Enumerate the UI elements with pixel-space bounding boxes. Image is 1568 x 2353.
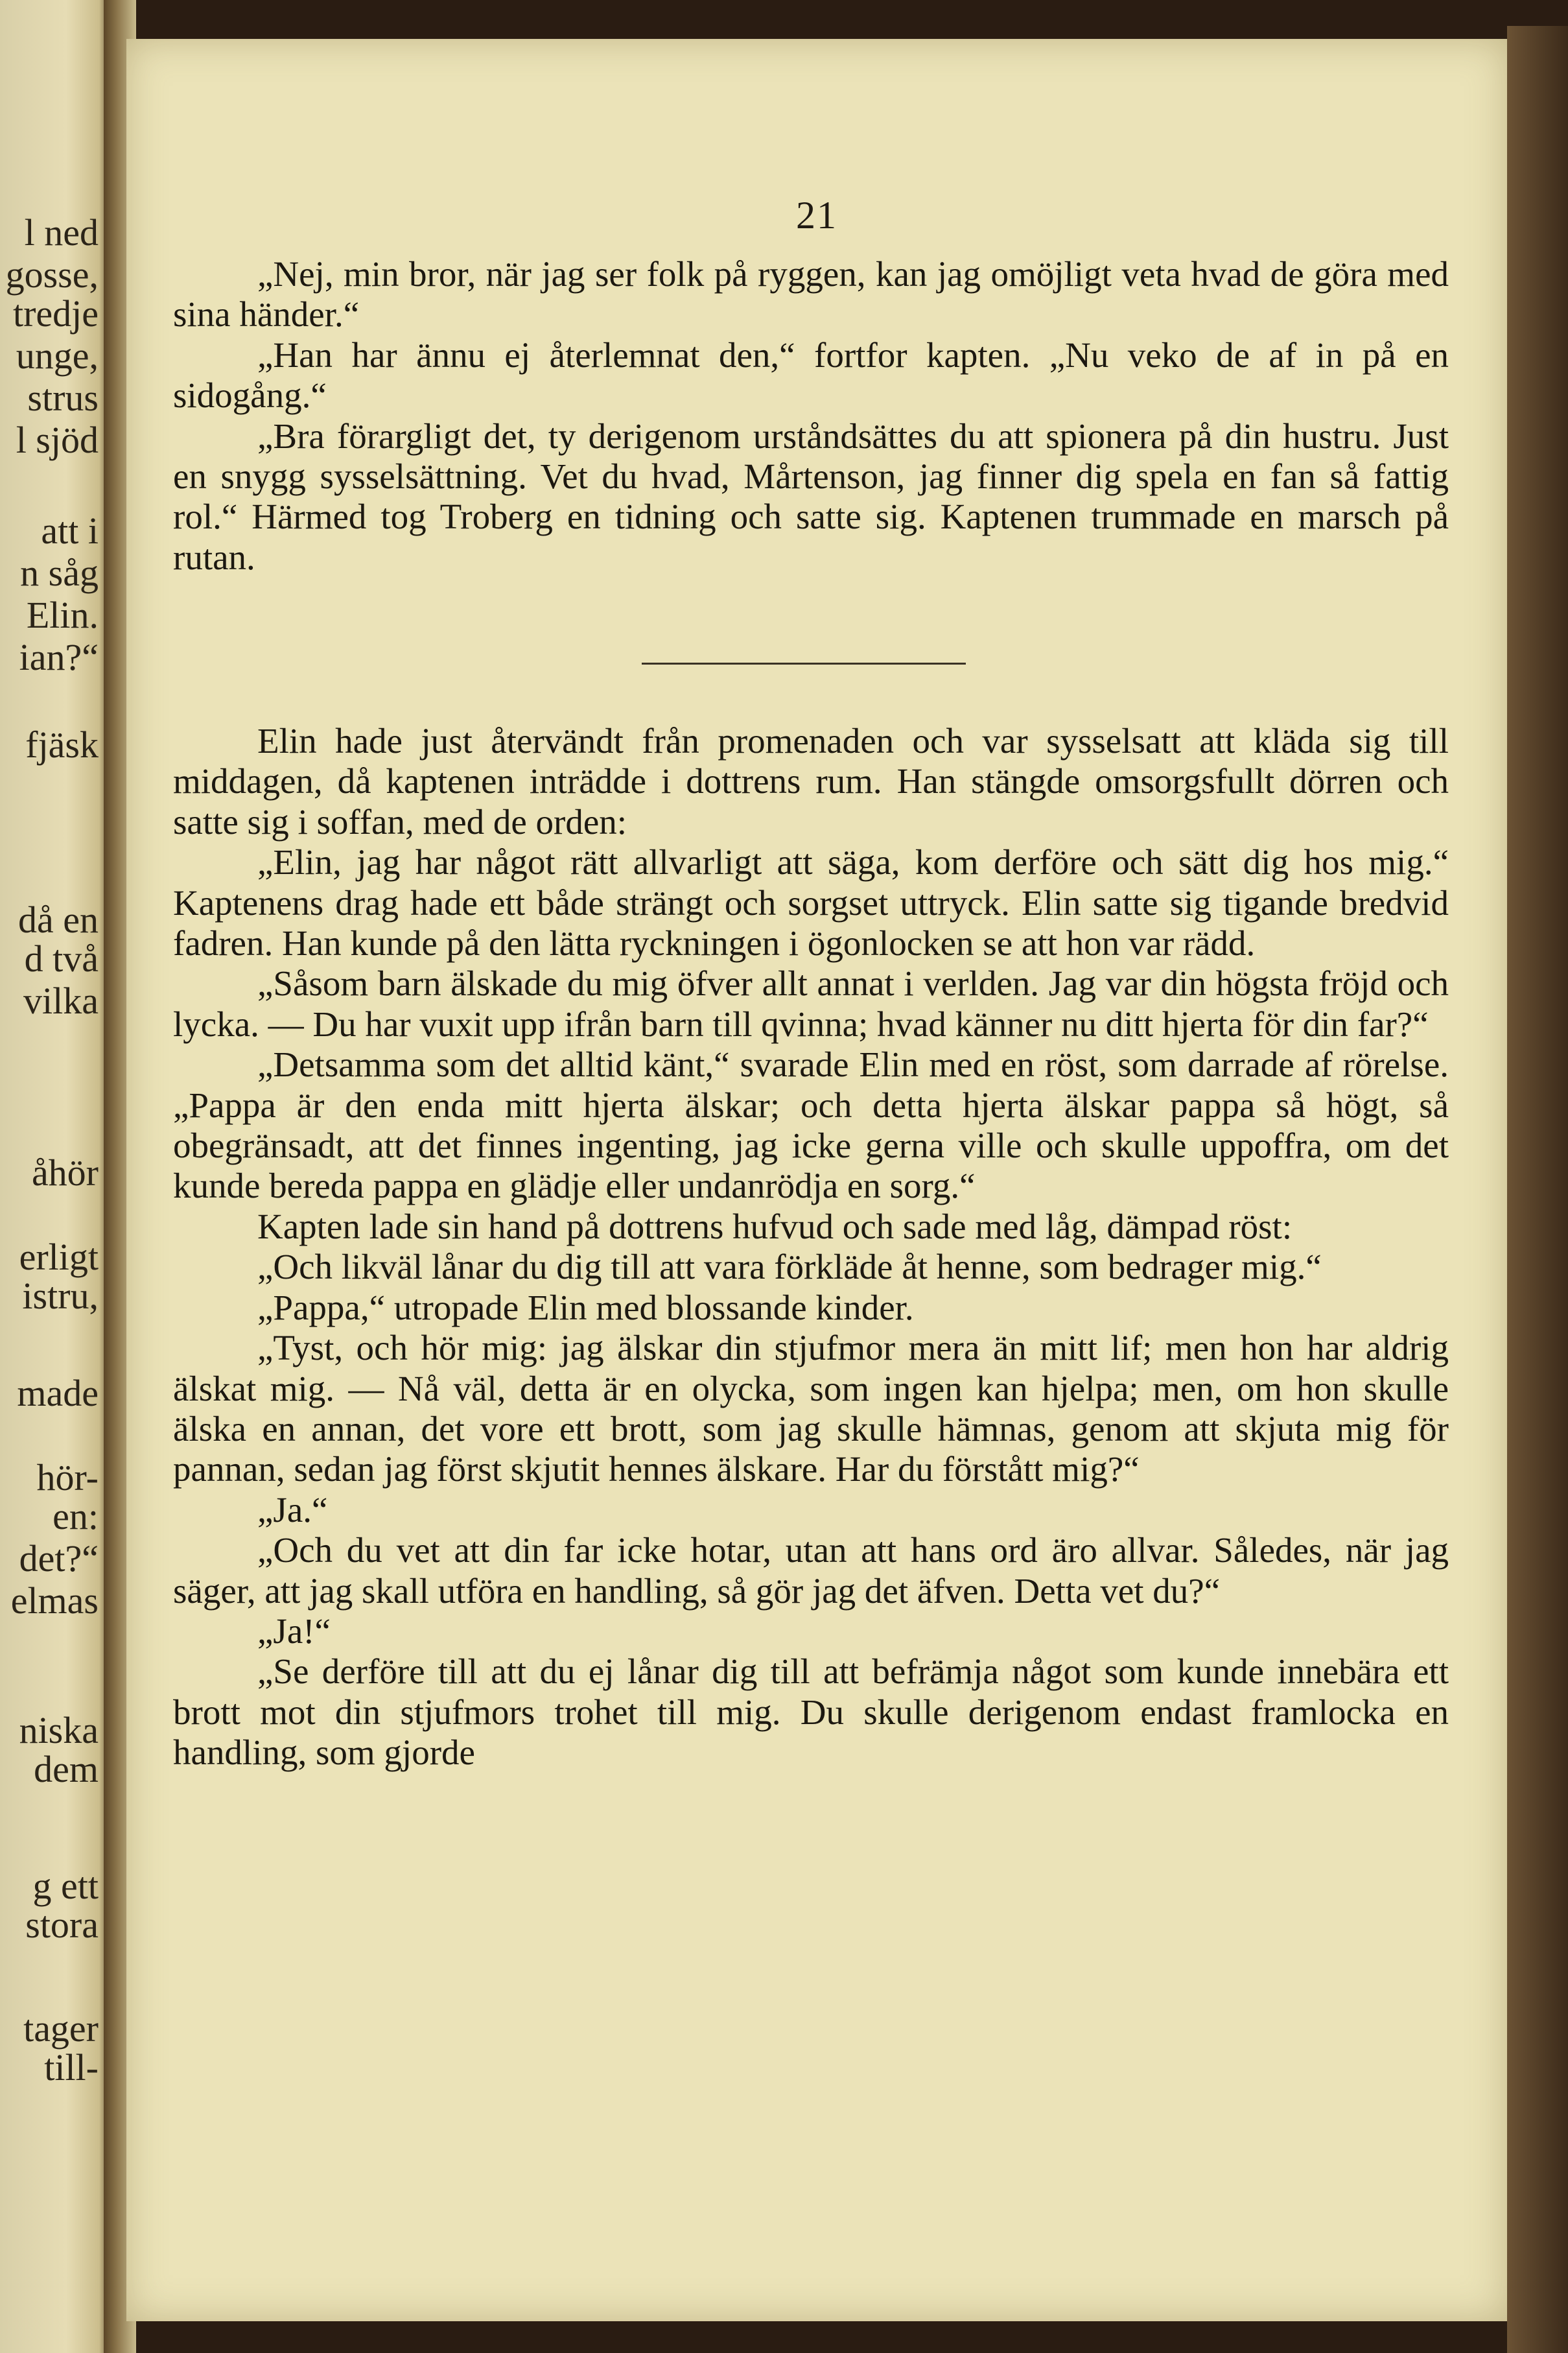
left-page-text-fragment: made	[17, 1372, 99, 1414]
left-page-text-fragment: fjäsk	[25, 724, 99, 766]
paragraph: „Ja!“	[257, 1611, 331, 1651]
paragraph: „Se derföre till att du ej lånar dig till att befrämja något som kunde innebära ett brott mot din stjufmors trohet till mig. Du skulle derigenom endast framlocka en handling, som gjorde	[173, 1651, 1449, 1773]
left-page-text-fragment: gosse,	[5, 254, 99, 296]
paragraph: „Elin, jag har något rätt allvarligt att säga, kom derföre och sätt dig hos mig.“ Kaptenens drag hade ett både strängt och sorgset uttryck. Elin satte sig tigande bredvid fadren. Han kunde på den lätta ryckningen i ögonlocken se att hon var rädd.	[173, 842, 1449, 964]
paragraph: „Ja.“	[257, 1489, 328, 1530]
left-page-text-fragment: g ett	[32, 1865, 99, 1907]
left-page-text-fragment: niska	[19, 1709, 99, 1751]
paragraph: „Och likväl lånar du dig till att vara förkläde åt henne, som bedrager mig.“	[257, 1247, 1322, 1287]
left-page-text-fragment: då en	[18, 899, 99, 941]
left-page-text-fragment: en:	[53, 1495, 99, 1537]
left-page-text-fragment: Elin.	[26, 594, 99, 636]
book-page	[126, 39, 1507, 2321]
page-number: 21	[796, 194, 837, 237]
paragraph: „Nej, min bror, när jag ser folk på ryggen, kan jag omöjligt veta hvad de göra med sina händer.“	[173, 254, 1449, 335]
left-page-text-fragment: ian?“	[19, 636, 99, 678]
paragraph: „Pappa,“ utropade Elin med blossande kinder.	[257, 1287, 914, 1327]
left-page-text-fragment: istru,	[22, 1275, 99, 1317]
left-page-text-fragment: att i	[41, 510, 99, 552]
left-page-text-fragment: erligt	[19, 1236, 99, 1278]
left-page-text-fragment: vilka	[23, 980, 99, 1022]
paragraph: „Såsom barn älskade du mig öfver allt annat i verlden. Jag var din högsta fröjd och lycka. — Du har vuxit upp ifrån barn till qvinna; hvad känner nu ditt hjerta för din far?“	[173, 964, 1449, 1044]
left-page-text-fragment: unge,	[16, 335, 99, 377]
paragraph: „Detsamma som det alltid känt,“ svarade Elin med en röst, som darrade af rörelse. „Pappa är den enda mitt hjerta älskar; och detta hjerta älskar pappa så högt, så obegränsadt, att det finnes ingenting, jag icke gerna ville och skulle uppoffra, om det kunde bereda pappa en glädje eller undanrödja en sorg.“	[173, 1045, 1449, 1206]
left-page-text-fragment: hör-	[36, 1456, 99, 1498]
paragraph: „Och du vet att din far icke hotar, utan att hans ord äro allvar. Således, när jag säger, att jag skall utföra en handling, så gör jag det äfven. Detta vet du?“	[173, 1530, 1449, 1611]
paragraph: „Bra förargligt det, ty derigenom urståndsättes du att spionera på din hustru. Just en snygg sysselsättning. Vet du hvad, Mårtenson, jag finner dig spela en fan så fattig rol.“ Härmed tog Troberg en tidning och satte sig. Kaptenen trummade en marsch på rutan.	[173, 416, 1449, 577]
section-divider	[642, 663, 966, 665]
paragraph: „Tyst, och hör mig: jag älskar din stjufmor mera än mitt lif; men hon har aldrig älskat mig. — Nå väl, detta är en olycka, som ingen kan hjelpa; men, om hon skulle älska en annan, det vore ett brott, som jag skulle hämnas, genom att skjuta mig för pannan, sedan jag först skjutit hennes älskare. Har du förstått mig?“	[173, 1328, 1449, 1489]
left-page-text-fragment: d två	[24, 938, 99, 980]
left-page-text-fragment: stora	[25, 1904, 99, 1946]
left-page-text-fragment: tredje	[12, 292, 99, 335]
section-2-text	[173, 721, 1449, 1773]
left-page-text-fragment: l sjöd	[16, 419, 99, 461]
left-page-text-fragment: det?“	[19, 1537, 99, 1579]
left-page-text-fragment: n såg	[20, 552, 99, 594]
left-page-text-fragment: till-	[44, 2046, 99, 2088]
section-1-text	[173, 254, 1449, 578]
left-page-text-fragment: åhör	[31, 1152, 99, 1194]
left-page-text-fragment: elmas	[10, 1579, 99, 1622]
paragraph: „Han har ännu ej återlemnat den,“ fortfor kapten. „Nu veko de af in på en sidogång.“	[173, 335, 1449, 416]
left-page-text-fragment: dem	[34, 1748, 99, 1790]
left-page-text-fragment: l ned	[24, 211, 99, 254]
left-facing-page	[0, 0, 110, 2353]
left-page-text-fragment: tager	[23, 2007, 99, 2050]
book-cover-edge	[1507, 26, 1568, 2353]
left-page-text-fragment: strus	[27, 377, 99, 419]
paragraph: Kapten lade sin hand på dottrens hufvud och sade med låg, dämpad röst:	[257, 1206, 1293, 1246]
paragraph: Elin hade just återvändt från promenaden och var sysselsatt att kläda sig till middagen, då kaptenen inträdde i dottrens rum. Han stängde omsorgsfullt dörren och satte sig i soffan, med de orden:	[173, 721, 1449, 842]
